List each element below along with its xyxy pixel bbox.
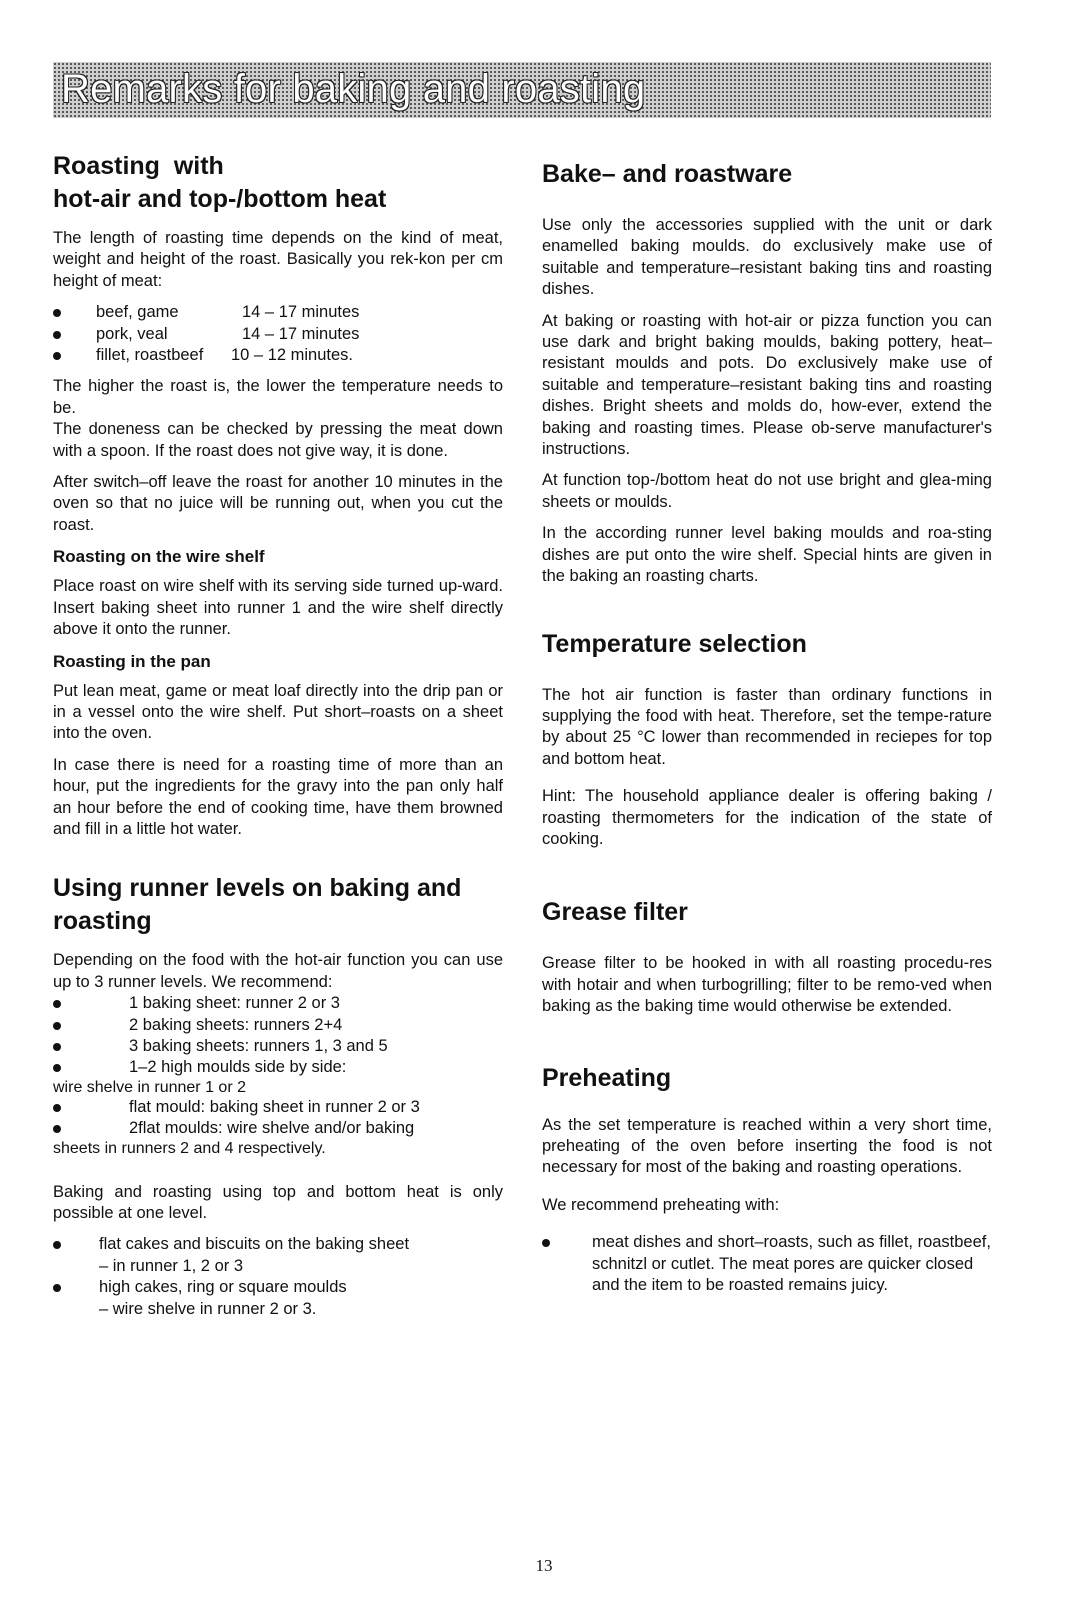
meat-time: 14 – 17 minutes	[242, 303, 360, 322]
list-item	[53, 1097, 503, 1118]
temperature-heading: Temperature selection	[542, 629, 807, 658]
bullet-icon	[542, 1239, 550, 1247]
meat-name: fillet, roastbeef	[96, 346, 204, 365]
left-column	[53, 150, 503, 1320]
meat-time: 14 – 17 minutes	[242, 324, 360, 343]
bullet-icon	[53, 309, 61, 317]
roasting-doneness-text: The doneness can be checked by pressing the meat down with a spoon. If the roast does not give way, it is done.	[53, 420, 503, 460]
meat-time: 10 – 12 minutes.	[231, 346, 353, 365]
heat-item-subtext: – in runner 1, 2 or 3	[99, 1256, 244, 1275]
roasting-higher-text: The higher the roast is, the lower the temperature needs to be.	[53, 377, 503, 417]
roasting-after-text: After switch–off leave the roast for another 10 minutes in the oven so that no juice will be running out, when you cut the roast.	[53, 473, 503, 534]
bullet-icon	[53, 1043, 61, 1051]
runner-item-text: 1–2 high moulds side by side:	[129, 1058, 347, 1077]
meat-name: pork, veal	[96, 324, 168, 343]
right-column	[542, 150, 992, 1296]
heat-item-text: flat cakes and biscuits on the baking sheet	[99, 1235, 410, 1254]
banner-title: Remarks for baking and roasting	[61, 67, 646, 111]
preheating-text-1: As the set temperature is reached within a very short time, preheating of the oven before inserting the food is not necessary for most of the baking and roasting operations.	[542, 1115, 992, 1177]
bakeware-text-4: In the according runner level baking moulds and roa-sting dishes are put onto the wire shelf. Special hints are given in the baking an roasting charts.	[542, 524, 992, 586]
list-item	[53, 1277, 503, 1320]
list-item	[542, 1232, 992, 1296]
pan-text-1: Put lean meat, game or meat loaf directly into the drip pan or in a vessel onto the wire shelf. Put short–roasts on a sheet into the oven.	[53, 681, 503, 743]
bullet-icon	[53, 1241, 61, 1249]
bakeware-heading: Bake– and roastware	[542, 160, 793, 188]
bullet-icon	[53, 1284, 61, 1292]
runner-item-text: 3 baking sheets: runners 1, 3 and 5	[129, 1036, 388, 1055]
bullet-icon	[53, 352, 61, 360]
runner-levels-heading: Using runner levels on baking and roasting	[53, 874, 462, 936]
bullet-icon	[53, 1064, 61, 1072]
roasting-times-list	[53, 302, 503, 366]
list-item	[53, 345, 503, 366]
runner-levels-list	[53, 993, 503, 1079]
roasting-heading	[53, 150, 503, 216]
runner-item-text: 2 baking sheets: runners 2+4	[129, 1015, 343, 1034]
bullet-icon	[53, 331, 61, 339]
grease-filter-text: Grease filter to be hooked in with all roasting procedu-res with hotair and when turbogrilling; filter to be remo-ved when baking as the baking time would otherwise be extended.	[542, 954, 992, 1016]
list-item	[53, 993, 503, 1014]
list-item	[53, 1234, 503, 1277]
runner-item-subtext: wire shelve in runner 1 or 2	[53, 1078, 246, 1096]
list-item	[53, 302, 503, 323]
list-item	[53, 324, 503, 345]
preheating-text-2: We recommend preheating with:	[542, 1195, 780, 1214]
list-item	[53, 1057, 503, 1078]
bakeware-text-1: Use only the accessories supplied with the unit or dark enamelled baking moulds. do exclusively make use of suitable and temperature–resistant baking tins and roasting dishes.	[542, 216, 992, 299]
top-bottom-heat-list	[53, 1234, 503, 1320]
runner-item-text: flat mould: baking sheet in runner 2 or 3	[129, 1097, 420, 1116]
top-bottom-heat-text: Baking and roasting using top and bottom heat is only possible at one level.	[53, 1182, 503, 1222]
heat-item-subtext: – wire shelve in runner 2 or 3.	[99, 1299, 317, 1318]
preheating-list	[542, 1232, 992, 1296]
list-item	[53, 1118, 503, 1139]
preheating-item-text: meat dishes and short–roasts, such as fillet, roastbeef, schnitzl or cutlet. The meat pores are quicker closed and the item to be roasted remains juicy.	[592, 1233, 991, 1294]
list-item	[53, 1036, 503, 1057]
temperature-text-1: The hot air function is faster than ordinary functions in supplying the food with heat. Therefore, set the tempe-rature by about 25 °C lower than recommended in reciepes for top and bottom heat.	[542, 685, 992, 768]
pan-heading: Roasting in the pan	[53, 651, 211, 671]
pan-text-2: In case there is need for a roasting time of more than an hour, put the ingredients for the gravy into the pan only half an hour before the end of cooking time, have them browned and fill in a little hot water.	[53, 755, 503, 838]
runner-levels-list-cont	[53, 1097, 503, 1140]
bullet-icon	[53, 1104, 61, 1112]
runner-levels-intro: Depending on the food with the hot-air function you can use up to 3 runner levels. We recommend:	[53, 951, 503, 991]
bakeware-text-2: At baking or roasting with hot-air or pizza function you can use dark and bright baking moulds, baking pottery, heat–resistant moulds and pots. Do exclusively make use of suitable and temperature–resistant baking tins and roasting dishes. Bright sheets and molds do, how-ever, extend the baking and roasting times. Please ob-serve manufacturer's instructions.	[542, 311, 992, 459]
runner-item-text: 2flat moulds: wire shelve and/or baking	[129, 1119, 415, 1138]
meat-name: beef, game	[96, 303, 179, 322]
bullet-icon	[53, 1125, 61, 1133]
wire-shelf-text: Place roast on wire shelf with its serving side turned up-ward. Insert baking sheet into runner 1 and the wire shelf directly above it onto the runner.	[53, 577, 503, 639]
grease-filter-heading: Grease filter	[542, 898, 688, 927]
roasting-heading-line1: Roasting with	[53, 152, 224, 180]
bakeware-text-3: At function top-/bottom heat do not use bright and glea-ming sheets or moulds.	[542, 471, 992, 511]
runner-item-text: 1 baking sheet: runner 2 or 3	[129, 994, 340, 1013]
roasting-intro: The length of roasting time depends on the kind of meat, weight and height of the roast. Basically you rek-kon per cm height of meat:	[53, 229, 503, 290]
list-item	[53, 1015, 503, 1036]
runner-item-subtext: sheets in runners 2 and 4 respectively.	[53, 1139, 326, 1157]
bullet-icon	[53, 1000, 61, 1008]
preheating-heading: Preheating	[542, 1063, 672, 1092]
roasting-heading-line2: hot-air and top-/bottom heat	[53, 185, 387, 213]
heat-item-text: high cakes, ring or square moulds	[99, 1278, 347, 1297]
page-banner	[53, 62, 991, 118]
temperature-hint: Hint: The household appliance dealer is offering baking / roasting thermometers for the indication of the state of cooking.	[542, 787, 992, 848]
page-number: 13	[535, 1556, 553, 1575]
wire-shelf-heading: Roasting on the wire shelf	[53, 547, 265, 567]
bullet-icon	[53, 1022, 61, 1030]
